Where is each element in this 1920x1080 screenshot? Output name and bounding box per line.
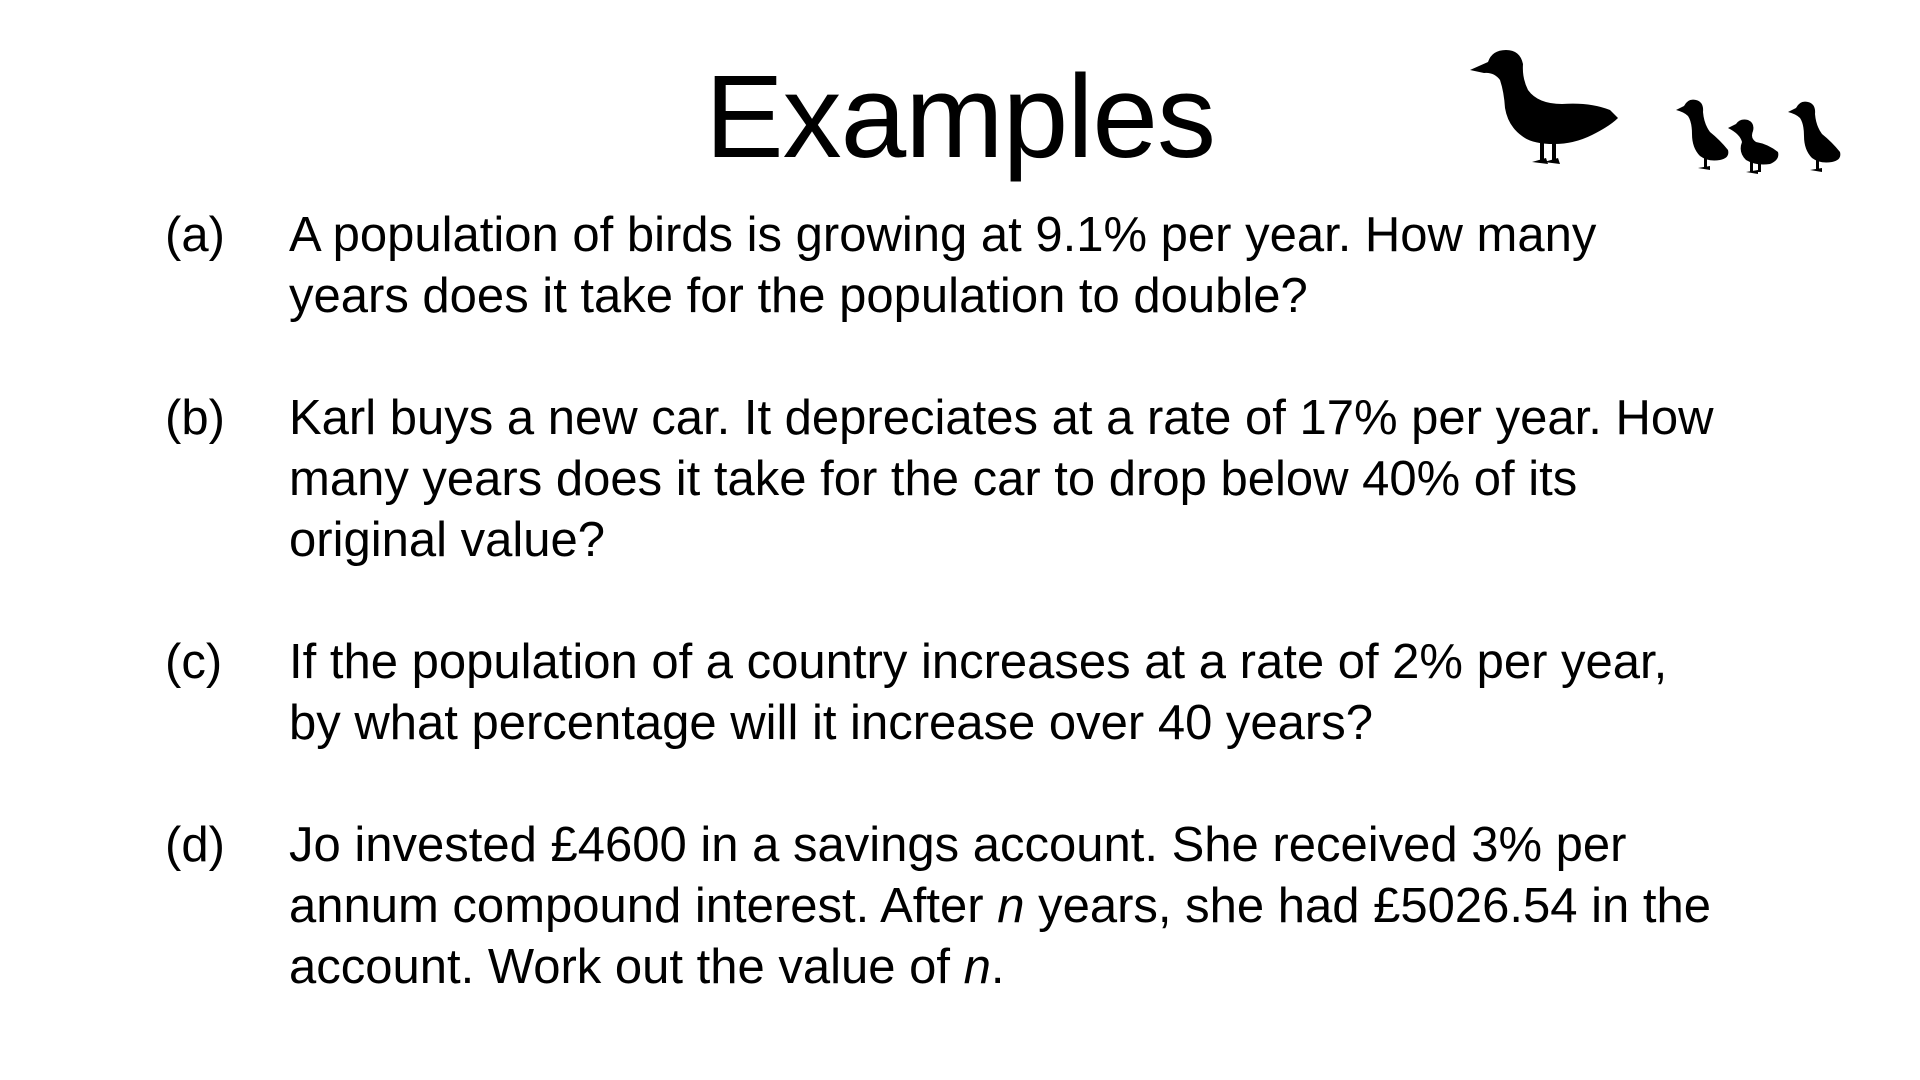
question-label: (c) (165, 635, 223, 689)
variable-n: n (997, 879, 1025, 933)
variable-n: n (963, 940, 991, 994)
question-a (165, 205, 1805, 327)
text-segment: annum compound interest. After (289, 879, 998, 933)
question-text (289, 632, 1805, 754)
question-line: If the population of a country increases at a rate of 2% per year, (289, 635, 1668, 689)
question-line (289, 937, 1805, 998)
duck-with-ducklings-icon (1470, 40, 1870, 190)
duckling-icon (1788, 102, 1840, 172)
text-segment: years, she had £5026.54 in the (1024, 879, 1711, 933)
duckling-icon (1728, 120, 1778, 175)
question-label: (b) (165, 391, 225, 445)
text-segment: account. Work out the value of (289, 940, 964, 994)
question-list (165, 205, 1805, 1059)
question-b (165, 388, 1805, 571)
text-segment: . (990, 940, 1005, 994)
question-line: A population of birds is growing at 9.1% per year. How many (289, 208, 1597, 262)
question-text (289, 205, 1805, 327)
text-segment: Jo invested £4600 in a savings account. She received 3% per (289, 818, 1627, 872)
adult-duck-icon (1470, 50, 1618, 164)
question-line: by what percentage will it increase over 40 years? (289, 696, 1374, 750)
question-line: years does it take for the population to double? (289, 269, 1308, 323)
slide-title: Examples (704, 51, 1216, 183)
question-text (289, 815, 1805, 998)
question-text (289, 388, 1805, 571)
question-c (165, 632, 1805, 754)
question-label: (d) (165, 818, 225, 872)
question-line (289, 876, 1805, 937)
question-line: original value? (289, 513, 605, 567)
question-d (165, 815, 1805, 998)
question-line (289, 815, 1805, 876)
duckling-icon (1676, 100, 1728, 170)
question-line: Karl buys a new car. It depreciates at a rate of 17% per year. How (289, 391, 1714, 445)
question-label: (a) (165, 208, 225, 262)
question-line: many years does it take for the car to drop below 40% of its (289, 452, 1578, 506)
